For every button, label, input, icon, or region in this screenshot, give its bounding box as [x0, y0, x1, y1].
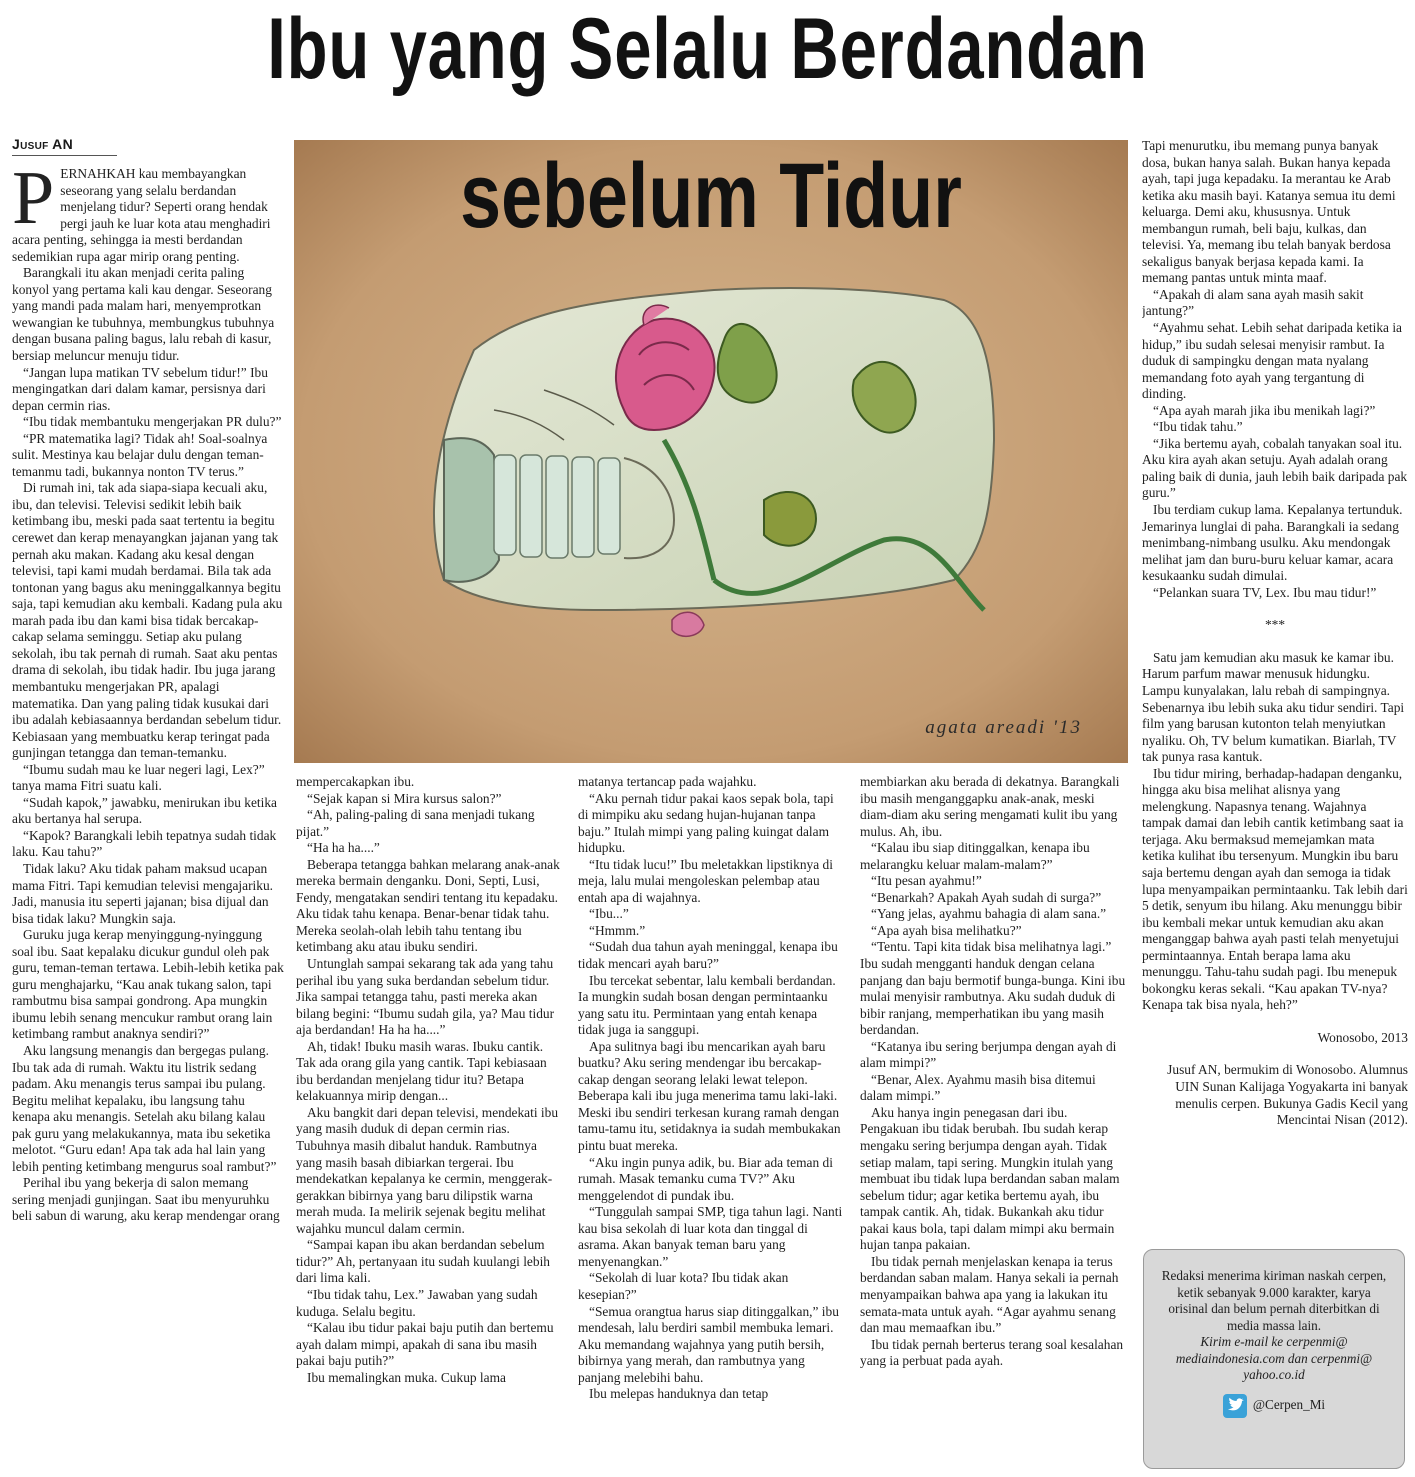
paragraph: “Semua orangtua harus siap ditinggalkan,” ibu mendesah, lalu berdiri sambil membuka lemari. Aku memandang wajahnya yang putih bersih, bibirnya yang merah, dan rambutnya yang panjang melebihi bahu. — [578, 1303, 839, 1385]
paragraph: “Ayahmu sehat. Lebih sehat daripada ketika ia hidup,” ibu sudah selesai menyisir rambut. Ia duduk di sampingku dengan mata nyalang memandang foto ayah yang tergantung di dinding. — [1142, 320, 1403, 402]
paragraph: “Kapok? Barangkali lebih tepatnya sudah tidak laku. Kau tahu?” — [12, 827, 277, 860]
paragraph: Ibu tidur miring, berhadap-hadapan denganku, hingga aku bisa melihat alisnya yang melengkung. Napasnya tenang. Wajahnya tampak damai dan lebih cantik ketimbang saat ia terjaga. Aku bermaksud memejamkan mata ketika kulihat ibu tersenyum. Mungkin ibu baru saja bertemu dengan ayah dan semoga ia tidak lupa menyampaikan permintaanku. Tak lebih dari 5 detik, senyum ibu hilang. Aku menunggu bibir ibu kembali mekar untuk kemudian aku akan menganggap bahwa ayah pasti telah menyetujui permintaannya. Entah berapa lama aku menunggu. Tahu-tahu sudah pagi. Ibu menepuk bokongku keras sekali. “Kau apakan TV-nya? Kenapa tak bisa nyala, heh?” — [1142, 765, 1408, 1013]
paragraph: “Tunggulah sampai SMP, tiga tahun lagi. Nanti kau bisa sekolah di luar kota dan tinggal di asrama. Akan banyak teman baru yang menyenangkan.” — [578, 1204, 843, 1269]
article-column-1 — [12, 166, 284, 1472]
illustration — [294, 140, 1128, 763]
article-column-2 — [296, 774, 562, 1474]
paragraph: Tidak laku? Aku tidak paham maksud ucapan mama Fitri. Tapi kemudian televisi mengajariku. Jadi, manusia itu seperti jajanan; bisa dijual dan bisa tidak laku? Mungkin saja. — [12, 860, 273, 926]
paragraph: “Ibu tidak tahu, Lex.” Jawaban yang sudah kuduga. Selalu begitu. — [296, 1286, 538, 1319]
paragraph: Wonosobo, 2013 — [1317, 1029, 1408, 1045]
paragraph: Apa sulitnya bagi ibu mencarikan ayah baru buatku? Aku sering mendengar ibu bercakap-cakap dengan seorang lelaki lewat telepon. Beberapa kali ibu juga menerima tamu laki-laki. Meski ibu sendiri terkesan kurang ramah dengan tamu-tamu itu, setidaknya ia sudah membukakan pintu buat mereka. — [578, 1038, 841, 1154]
paragraph: Perihal ibu yang bekerja di salon memang sering menjadi gunjingan. Saat ibu menyuruhku beli sabun di warung, aku kerap mendengar orang — [12, 1175, 280, 1224]
paragraph: “Aku ingin punya adik, bu. Biar ada teman di rumah. Masak temanku cuma TV?” Aku menggelendot di pundak ibu. — [578, 1154, 833, 1203]
article-column-3 — [578, 774, 846, 1474]
paragraph: “Benarkah? Apakah Ayah sudah di surga?” — [871, 889, 1102, 905]
paragraph: “Sudah kapok,” jawabku, menirukan ibu ketika aku bertanya hal serupa. — [12, 794, 277, 827]
paragraph: “Sudah dua tahun ayah meninggal, kenapa ibu tidak mencari ayah baru?” — [578, 939, 838, 972]
pillow — [434, 288, 994, 610]
paragraph: “Itu pesan ayahmu!” — [871, 873, 982, 889]
paragraph: Untunglah sampai sekarang tak ada yang tahu perihal ibu yang suka berdandan sebelum tidur. Jika sampai tetangga tahu, pasti mereka akan bilang begini: “Ibumu sudah gila, ya? Mau tidur aja berdandan! Ha ha ha....” — [296, 956, 555, 1038]
paragraph: “Tentu. Tapi kita tidak bisa melihatnya lagi.” Ibu sudah mengganti handuk dengan celana panjang dan baju bermotif bunga-bunga. Kini ibu mulai menyisir rambutnya. Aku sudah duduk di bibir ranjang, memperhatikan ibu yang masih berdandan. — [860, 939, 1126, 1038]
submission-info-text: Redaksi menerima kiriman naskah cerpen, ketik sebanyak 9.000 karakter, karya orisinal dan belum pernah diterbitkan di media massa lain. — [1161, 1268, 1387, 1333]
paragraph: “Sekolah di luar kota? Ibu tidak akan kesepian?” — [578, 1270, 789, 1302]
paragraph: “Ibu...” — [589, 906, 629, 922]
paragraph: “Ibu tidak membantuku mengerjakan PR dulu?” — [23, 414, 282, 430]
paragraph: Barangkali itu akan menjadi cerita paling konyol yang pertama kali kau dengar. Seseorang yang mandi pada malam hari, menyemprotkan wewangian ke tubuhnya, membungkus tubuhnya dengan busana paling bagus, lalu rebah di kasur, bersiap meluncur menuju tidur. — [12, 265, 275, 364]
paragraph: “Pelankan suara TV, Lex. Ibu mau tidur!” — [1153, 584, 1377, 600]
headline: Ibu yang Selalu Berdandan — [267, 1, 1148, 97]
paragraph: “Apa ayah bisa melihatku?” — [871, 922, 1022, 938]
paragraph: membiarkan aku berada di dekatnya. Barangkali ibu masih menganggapku anak-anak, meski diam-diam aku sering mengamati kulit ibu yang mulus. Ah, ibu. — [860, 774, 1120, 839]
paragraph: Tapi menurutku, ibu memang punya banyak dosa, bukan hanya salah. Bukan hanya kepada ayah, tapi juga kepadaku. Ia merantau ke Arab ketika aku masih bayi. Katanya semua itu demi keluarga. Demi aku, khususnya. Untuk membangun rumah, beli baju, kulkas, dan televisi. Ya, memang ibu telah banyak berdosa sekaligus banyak berjasa kepada kami. Ia memang pantas untuk minta maaf. — [1142, 138, 1396, 286]
subheadline: sebelum Tidur — [460, 145, 962, 247]
paragraph: Satu jam kemudian aku masuk ke kamar ibu. Harum parfum mawar menusuk hidungku. Lampu kunyalakan, lalu rebah di sampingnya. Sebenarnya ibu lebih suka aku tidur sendiri. Tapi film yang barusan kutonton telah menyiutkan nyaliku. Oh, TV belum kumatikan. Biarlah, TV tak punya rasa kantuk. — [1142, 649, 1405, 765]
paragraph: Ah, tidak! Ibuku masih waras. Ibuku cantik. Tak ada orang gila yang cantik. Tapi kebiasaan ibu berdandan menjelang tidur itu? Betapa kelakuannya mirip dengan... — [296, 1038, 547, 1104]
paragraph: Aku bangkit dari depan televisi, mendekati ibu yang masih duduk di depan cermin rias. Tubuhnya masih dibalut handuk. Rambutnya yang masih basah dibiarkan tergerai. Ibu mendekatkan kepalanya ke cermin, menggerak-gerakkan bibirnya yang baru dilipstik warna merah muda. Ia melirik sejenak begitu melihat wajahku muncul dalam cermin. — [296, 1104, 559, 1236]
drop-cap: P — [12, 166, 55, 240]
paragraph: “Katanya ibu sering berjumpa dengan ayah di alam mimpi?” — [860, 1038, 1117, 1071]
paragraph: Ibu memalingkan muka. Cukup lama — [307, 1369, 506, 1385]
paragraph: Di rumah ini, tak ada siapa-siapa kecuali aku, ibu, dan televisi. Televisi sedikit lebih baik ketimbang ibu, meski pada saat tertentu ia begitu cerewet dan kerap menayangkan jajanan yang tak pernah aku makan. Kadang aku kesal dengan televisi, tapi kami mudah berdamai. Bila tak ada tontonan yang bagus aku meninggalkannya begitu saja, tapi kemudian aku kembali. Kadang pula aku marah pada ibu dan kami bisa tidak bercakap-cakap selama seminggu. Setiap aku pulang sekolah, ibu tak pernah di rumah. Saat aku pentas drama di sekolah, ibu tidak hadir. Ibu juga jarang membantuku mengerjakan PR, apalagi matematika. Dan yang paling tidak kusukai dari ibu adalah kebiasaannya berdandan sebelum tidur. Kebiasaan yang membuatku kerap teringat pada gunjingan tetangga dan teman-temanku. — [12, 480, 283, 761]
paragraph: “Ha ha ha....” — [307, 840, 380, 856]
paragraph: “Kalau ibu tidur pakai baju putih dan bertemu ayah dalam mimpi, apakah di sana ibu masih pakai baju putih?” — [296, 1320, 554, 1369]
byline: Jusuf AN — [12, 136, 117, 156]
paragraph: Aku hanya ingin penegasan dari ibu. Pengakuan ibu tidak berubah. Ibu sudah kerap mengaku sering berjumpa dengan ayah. Tidak setiap malam, tapi sering. Mungkin itulah yang membuat ibu tidak lupa berdandan saban malam sebelum tidur; agar ketika bertemu ayah, ibu tampak cantik. Ah, tidak. Bukankah aku tidur pakai kaus bola, tapi dalam mimpi aku bermain hujan tanpa pakaian. — [860, 1104, 1120, 1253]
twitter-handle-row — [1156, 1394, 1392, 1418]
paragraph: “Yang jelas, ayahmu bahagia di alam sana.” — [871, 906, 1107, 922]
paragraph: “Ibumu sudah mau ke luar negeri lagi, Lex?” tanya mama Fitri suatu kali. — [12, 761, 265, 794]
paragraph: Aku langsung menangis dan bergegas pulang. Ibu tak ada di rumah. Waktu itu listrik sedang padam. Aku menangis terus sampai ibu pulang. Begitu melihat kepalaku, ibu langsung tahu kenapa aku menangis. Setelah aku bilang kalau pak guru yang melakukannya, mata ibu seketika melotot. “Guru edan! Apa tak ada hal lain yang lebih penting ketimbang mengurus soal rambut?” — [12, 1042, 277, 1174]
paragraph: “Ah, paling-paling di sana menjadi tukang pijat.” — [296, 807, 535, 839]
paragraph: Ibu melepas handuknya dan tetap — [589, 1386, 769, 1402]
article-column-4 — [860, 774, 1128, 1474]
article-column-5 — [1142, 138, 1408, 1238]
paragraph: Ibu tidak pernah menjelaskan kenapa ia terus berdandan saban malam. Hanya sekali ia pernah menyampaikan bahwa apa yang ia lakukan itu semata-mata untuk ayah. “Agar ayahmu senang dan mau memaafkan ibu.” — [860, 1253, 1119, 1336]
paragraph: Jusuf AN, bermukim di Wonosobo. Alumnus UIN Sunan Kalijaga Yogyakarta ini banyak menulis cerpen. Bukunya Gadis Kecil yang Mencintai Nisan (2012). — [1167, 1062, 1408, 1128]
paragraph: Ibu tidak pernah berterus terang soal kesalahan yang ia perbuat pada ayah. — [860, 1336, 1124, 1369]
submission-email-text: Kirim e-mail ke cerpenmi@ mediaindonesia.com dan cerpenmi@ yahoo.co.id — [1175, 1334, 1373, 1382]
paragraph: “Benar, Alex. Ayahmu masih bisa ditemui dalam mimpi.” — [860, 1071, 1096, 1104]
paragraph: Ibu terdiam cukup lama. Kepalanya tertunduk. Jemarinya lunglai di paha. Barangkali ia sedang menimbang-nimbang usulku. Aku mendongak melihat jam dan buru-buru keluar kamar, acara kesukaanku sudah dimulai. — [1142, 502, 1403, 584]
paragraph: “Itu tidak lucu!” Ibu meletakkan lipstiknya di meja, lalu mulai mengoleskan pelembap atau entah apa di wajahnya. — [578, 856, 833, 905]
paragraph: Beberapa tetangga bahkan melarang anak-anak mereka bermain denganku. Doni, Septi, Lusi, Fendy, mengatakan sendiri tentang itu kepadaku. Aku tidak tahu kenapa. Benar-benar tidak tahu. Mereka seolah-olah lebih tahu tentang ibu ketimbang aku atau ibuku sendiri. — [296, 856, 560, 955]
twitter-bird-icon — [1223, 1394, 1247, 1418]
twitter-handle: @Cerpen_Mi — [1252, 1397, 1326, 1413]
paragraph: “Sampai kapan ibu akan berdandan sebelum tidur?” Ah, pertanyaan itu sudah kuulangi lebih dari lima kali. — [296, 1237, 550, 1286]
paragraph: mempercakapkan ibu. — [296, 774, 415, 789]
paragraph: “PR matematika lagi? Tidak ah! Soal-soalnya sulit. Mestinya kau belajar dulu dengan teman-temanmu tadi, bukannya nonton TV terus.” — [12, 430, 268, 479]
paragraph: “Kalau ibu siap ditinggalkan, kenapa ibu melarangku keluar malam-malam?” — [860, 840, 1090, 872]
paragraph: “Jika bertemu ayah, cobalah tanyakan soal itu. Aku kira ayah akan setuju. Ayah adalah orang paling baik di dunia, jauh lebih baik daripada pak guru.” — [1142, 435, 1408, 501]
paragraph: “Sejak kapan si Mira kursus salon?” — [307, 790, 502, 806]
paragraph: “Jangan lupa matikan TV sebelum tidur!” Ibu mengingatkan dari dalam kamar, persisnya dari depan cermin rias. — [12, 364, 268, 413]
submission-info-box — [1143, 1249, 1405, 1469]
paragraph: “Hmmm.” — [589, 922, 646, 938]
paragraph: *** — [1264, 617, 1286, 633]
paragraph: “Apakah di alam sana ayah masih sakit jantung?” — [1142, 286, 1364, 319]
paragraph: “Ibu tidak tahu.” — [1153, 419, 1243, 435]
paragraph: PERNAHKAH kau membayangkan seseorang yang selalu berdandan menjelang tidur? Seperti orang hendak pergi jauh ke luar kota atau menghadiri acara penting, sehingga ia mesti berdandan sedemikian rupa agar mirip orang penting. — [12, 166, 271, 264]
paragraph: Guruku juga kerap menyinggung-nyinggung soal ibu. Saat kepalaku dicukur gundul oleh pak guru, teman-teman tertawa. Lebih-lebih ketika pak guru menghajarku, “Kau anak tukang salon, tapi rambutmu bisa sampai gondrong. Apa mungkin ibumu lebih senang mencukur rambut orang lain ketimbang rambut anaknya sendiri?” — [12, 927, 284, 1042]
paragraph: “Aku pernah tidur pakai kaos sepak bola, tapi di mimpiku aku sedang hujan-hujanan tanpa baju.” Itulah mimpi yang paling kuingat dalam hidupku. — [578, 790, 834, 856]
paragraph: “Apa ayah marah jika ibu menikah lagi?” — [1153, 402, 1376, 418]
paragraph: matanya tertancap pada wajahku. — [578, 774, 757, 789]
paragraph: Ibu tercekat sebentar, lalu kembali berdandan. Ia mungkin sudah bosan dengan permintaanku yang satu itu. Permintaan yang entah kenapa tidak juga ia sanggupi. — [578, 972, 836, 1038]
artist-signature: agata areadi '13 — [925, 717, 1082, 738]
